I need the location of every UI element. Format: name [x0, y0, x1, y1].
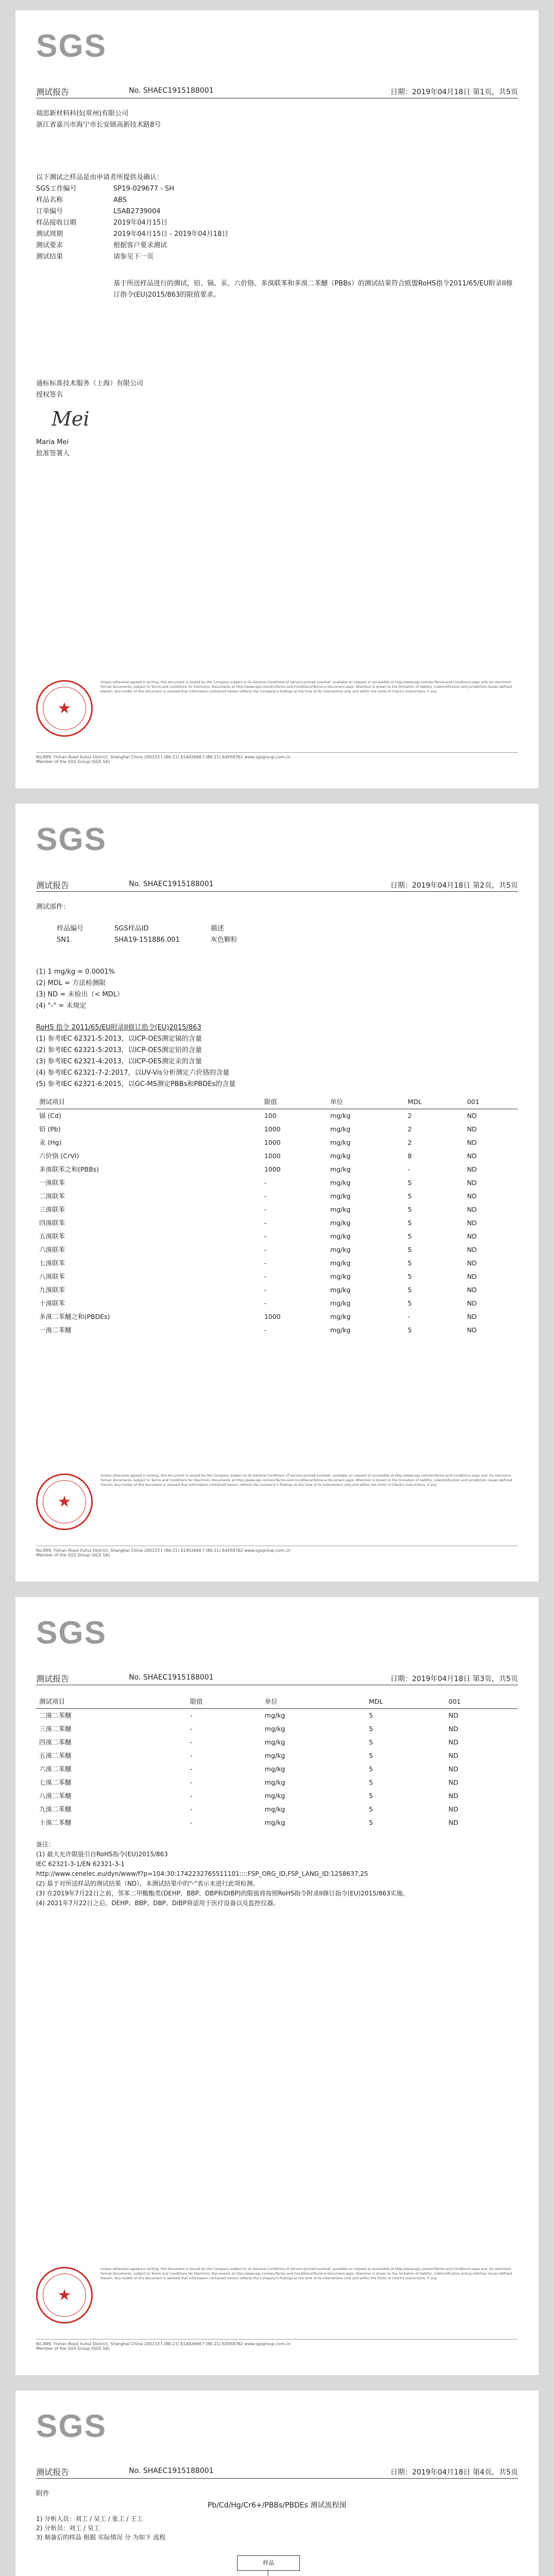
report-page-1 [15, 10, 539, 788]
table-cell: 100 [264, 1112, 277, 1120]
table-cell: ND [467, 1313, 477, 1320]
table-cell: 1000 [264, 1125, 281, 1133]
table-row [36, 1709, 518, 1723]
table-cell: ND [448, 1765, 459, 1773]
list-line: (1) 参考IEC 62321-5:2013，以ICP-OES测定镉的含量 [36, 1035, 202, 1043]
list-line: (2) 基于对所送样品的测试结果（ND），本测试结果中的"-"表示未进行此项检测。 [36, 1880, 259, 1887]
table-cell: - [264, 1326, 267, 1334]
table-cell: - [264, 1179, 267, 1187]
table-cell: - [264, 1286, 267, 1294]
flow-start: 样品 [237, 2555, 300, 2571]
table-cell: 多溴联苯之和(PBBs) [39, 1165, 99, 1173]
table-cell: - [264, 1206, 267, 1213]
table-row [36, 1257, 518, 1270]
table-cell: 5 [368, 1805, 373, 1813]
field-label: 样品接收日期 [36, 219, 77, 227]
cell: 灰色颗粒 [210, 936, 238, 944]
table-cell: - [190, 1778, 192, 1786]
table-cell: 5 [368, 1819, 373, 1826]
section-title: 测试部件： [36, 903, 70, 911]
table-cell: 2 [408, 1139, 412, 1146]
field-value: SP19-029677 - SH [113, 185, 174, 193]
table-cell: 七溴二苯醚 [39, 1778, 72, 1786]
report-number: No. SHAEC1915188001 [129, 87, 214, 95]
table-row [36, 1109, 518, 1123]
report-title: 测试报告 [36, 1674, 70, 1684]
flow-notes [36, 2514, 518, 2542]
table-cell: mg/kg [330, 1152, 351, 1160]
report-title: 测试报告 [36, 87, 70, 97]
table-cell: ND [467, 1286, 477, 1294]
signer-role: 批准签署人 [36, 450, 70, 457]
list-line: (4) "-" = 未规定 [36, 1002, 87, 1010]
table-row [36, 1230, 518, 1243]
table-cell: ND [467, 1152, 477, 1160]
col-header: 样品编号 [57, 925, 84, 933]
table-cell: mg/kg [264, 1711, 286, 1719]
table-cell: mg/kg [330, 1259, 351, 1267]
date-page: 日期：2019年04月18日 第1页，共5页 [390, 88, 518, 96]
list-line: (2) MDL = 方法检测限 [36, 979, 106, 987]
cell: SHA19-151886.001 [114, 936, 180, 944]
list-line: (3) 参考IEC 62321-4:2013，以ICP-OES测定汞的含量 [36, 1058, 202, 1065]
table-cell: - [190, 1765, 192, 1773]
table-cell: - [264, 1299, 267, 1307]
table-cell: - [264, 1246, 267, 1253]
field-row [36, 183, 518, 195]
sgs-logo: SGS [36, 1615, 107, 1651]
date-page: 日期：2019年04月18日 第4页，共5页 [390, 2468, 518, 2477]
table-cell: ND [467, 1232, 477, 1240]
table-cell: mg/kg [264, 1765, 286, 1773]
table-cell: mg/kg [330, 1139, 351, 1146]
table-cell: - [190, 1819, 192, 1826]
flowchart-title: Pb/Cd/Hg/Cr6+/PBBs/PBDEs 测试流程图 [207, 2501, 347, 2510]
column-header: 测试项目 [36, 1695, 187, 1709]
field-value: 2019年04月15日 [113, 219, 168, 227]
column-header: 单位 [262, 1695, 366, 1709]
header-row [36, 1095, 518, 1109]
table-row [36, 1297, 518, 1310]
star-icon: ★ [57, 699, 72, 718]
table-cell: 5 [368, 1765, 373, 1773]
table-cell: mg/kg [330, 1125, 351, 1133]
star-icon: ★ [57, 1493, 72, 1511]
terms-fine-print: Unless otherwise agreed in writing, this document is issued by the Company subject to its General Conditions of Service printed overleaf, available on request or accessible at http://www.sgs.com/en/Terms-and-Conditions.aspx and, for electronic format documents, subject to Terms and Conditions for Electronic Documents at http://www.sgs.com/en/Terms-and-Conditions/Terms-e-Document.aspx. Attention is drawn to the limitation of liability, indemnification and jurisdiction issues defined therein. Any holder of this document is advised that information contained hereon reflects the Company's findings at the time of its intervention only and within the limits of Client's instructions, if any. [100, 680, 512, 693]
list-line: (5) 参考IEC 62321-6:2015，以GC-MS测定PBBs和PBDEs的含量 [36, 1080, 236, 1088]
table-cell: ND [448, 1725, 459, 1733]
results-table [36, 1695, 518, 1829]
table-cell: mg/kg [330, 1232, 351, 1240]
table-cell: 2 [408, 1125, 412, 1133]
page-header [36, 1669, 518, 1685]
table-cell: 1000 [264, 1152, 281, 1160]
table-cell: 5 [368, 1752, 373, 1759]
table-cell: 二溴联苯 [39, 1192, 65, 1200]
table-cell: 十溴二苯醚 [39, 1819, 72, 1826]
table-cell: 5 [408, 1232, 412, 1240]
table-row [36, 1776, 518, 1789]
table-cell: ND [448, 1778, 459, 1786]
signer-title: 授权签名 [36, 391, 63, 399]
column-header: 001 [464, 1095, 518, 1109]
table-cell: 五溴二苯醚 [39, 1752, 72, 1759]
table-cell: - [264, 1192, 267, 1200]
signer-name: Maria Mei [36, 438, 69, 446]
table-row [36, 1283, 518, 1297]
table-cell: ND [467, 1326, 477, 1334]
table-cell: ND [467, 1139, 477, 1146]
table-cell: mg/kg [264, 1778, 286, 1786]
field-row [36, 229, 518, 240]
table-row [36, 1176, 518, 1190]
field-label: 订单编号 [36, 208, 63, 215]
results-table [36, 1095, 518, 1337]
table-cell: 5 [368, 1792, 373, 1800]
table-cell: 四溴二苯醚 [39, 1738, 72, 1746]
methods-list [36, 1033, 518, 1090]
field-label: 样品名称 [36, 196, 63, 204]
table-cell: ND [448, 1711, 459, 1719]
table-cell: 四溴联苯 [39, 1219, 65, 1227]
table-cell: 8 [408, 1152, 412, 1160]
table-row [36, 1736, 518, 1749]
table-cell: 三溴二苯醚 [39, 1725, 72, 1733]
list-line: 备注： [36, 1841, 55, 1848]
table-cell: - [190, 1711, 192, 1719]
standard-title: RoHS 指令 2011/65/EU附录II修订指令(EU)2015/863 [36, 1024, 202, 1031]
list-line: (3) 在2019年7月22日之前，邻苯二甲酸酯类(DEHP、BBP、DBP和DIBP)的限值将按照RoHS指令附录II修订指令(EU)2015/863实施。 [36, 1890, 409, 1897]
page-header [36, 2463, 518, 2479]
signer-company: 通标标准技术服务（上海）有限公司 [36, 380, 144, 387]
table-cell: mg/kg [330, 1299, 351, 1307]
table-cell: 八溴二苯醚 [39, 1792, 72, 1800]
field-value: 请参见下一页 [113, 253, 154, 261]
field-row [36, 195, 518, 206]
table-cell: - [264, 1219, 267, 1227]
list-line: (1) 最大允许限值引自RoHS指令(EU)2015/863 [36, 1851, 168, 1858]
list-line: (4) 2021年7月22日之后，DEHP、BBP、DBP、DIBP将适用于医疗设备以及监控仪器。 [36, 1900, 279, 1907]
conclusion-text: 基于所送样品进行的测试，铅、镉、汞、六价铬、多溴联苯和多溴二苯醚（PBBs）的测试结果符合欧盟RoHS指令2011/65/EU附录II修订指令(EU)2015/863的限值要求。 [113, 280, 513, 299]
table-row [36, 1123, 518, 1136]
page-body [36, 108, 518, 460]
field-value: 2019年04月15日 - 2019年04月18日 [113, 230, 229, 238]
table-cell: ND [467, 1192, 477, 1200]
table-cell: 5 [368, 1711, 373, 1719]
table-row [36, 1149, 518, 1163]
date-page: 日期：2019年04月18日 第2页，共5页 [390, 882, 518, 890]
list-line: http://www.cenelec.eu/dyn/www/f?p=104:30:1742232765511101::::FSP_ORG_ID,FSP_LANG_ID:1258637,25 [36, 1870, 368, 1877]
terms-fine-print: Unless otherwise agreed in writing, this document is issued by the Company subject to its General Conditions of Service printed overleaf, available on request or accessible at http://www.sgs.com/en/Terms-and-Conditions.aspx and, for electronic format documents, subject to Terms and Conditions for Electronic Documents at http://www.sgs.com/en/Terms-and-Conditions/Terms-e-Document.aspx. Attention is drawn to the limitation of liability, indemnification and jurisdiction issues defined therein. Any holder of this document is advised that information contained hereon reflects the Company's findings at the time of its intervention only and within the limits of Client's instructions, if any. [100, 2267, 512, 2280]
table-cell: mg/kg [330, 1206, 351, 1213]
table-cell: ND [448, 1805, 459, 1813]
table-cell: 一溴二苯醚 [39, 1326, 72, 1334]
table-cell: - [264, 1259, 267, 1267]
table-cell: 5 [408, 1259, 412, 1267]
field-value: 根据客户要求测试 [113, 242, 167, 249]
column-header: 001 [445, 1695, 518, 1709]
table-cell: mg/kg [330, 1192, 351, 1200]
table-row [36, 1243, 518, 1257]
table-cell: ND [448, 1738, 459, 1746]
appendix-label: 附件 [36, 2490, 50, 2498]
field-row [36, 206, 518, 217]
table-cell: 1000 [264, 1165, 281, 1173]
report-page-2 [15, 804, 539, 1582]
table-cell: - [190, 1752, 192, 1759]
table-row [36, 1190, 518, 1203]
field-label: 测试周期 [36, 230, 63, 238]
report-number: No. SHAEC1915188001 [129, 880, 214, 888]
table-cell: - [408, 1165, 410, 1173]
table-cell: mg/kg [330, 1112, 351, 1120]
table-cell: ND [448, 1819, 459, 1826]
page-header [36, 82, 518, 98]
table-cell: 汞 (Hg) [39, 1139, 62, 1146]
remarks-list [36, 1840, 518, 1908]
table-cell: mg/kg [264, 1805, 286, 1813]
table-cell: 七溴联苯 [39, 1259, 65, 1267]
table-cell: ND [467, 1299, 477, 1307]
column-header: 限值 [187, 1695, 261, 1709]
column-header: MDL [366, 1695, 446, 1709]
table-cell: 5 [408, 1286, 412, 1294]
report-number: No. SHAEC1915188001 [129, 1673, 214, 1682]
table-row [36, 1789, 518, 1803]
table-cell: ND [467, 1219, 477, 1227]
table-row [36, 1762, 518, 1776]
table-cell: 5 [368, 1738, 373, 1746]
table-cell: 1000 [264, 1313, 281, 1320]
table-row [36, 1203, 518, 1216]
report-title: 测试报告 [36, 2467, 70, 2477]
table-cell: ND [467, 1246, 477, 1253]
terms-fine-print: Unless otherwise agreed in writing, this document is issued by the Company subject to its General Conditions of Service printed overleaf, available on request or accessible at http://www.sgs.com/en/Terms-and-Conditions.aspx and, for electronic format documents, subject to Terms and Conditions for Electronic Documents at http://www.sgs.com/en/Terms-and-Conditions/Terms-e-Document.aspx. Attention is drawn to the limitation of liability, indemnification and jurisdiction issues defined therein. Any holder of this document is advised that information contained hereon reflects the Company's findings at the time of its intervention only and within the limits of Client's instructions, if any. [100, 1473, 512, 1487]
table-cell: ND [467, 1112, 477, 1120]
sgs-logo: SGS [36, 28, 107, 64]
table-cell: - [190, 1805, 192, 1813]
table-cell: 镉 (Cd) [39, 1112, 61, 1120]
field-value: ABS [113, 196, 127, 204]
table-cell: 5 [408, 1273, 412, 1280]
table-cell: 5 [408, 1179, 412, 1187]
table-cell: - [190, 1792, 192, 1800]
table-row [36, 1803, 518, 1816]
field-label: SGS工作编号 [36, 185, 77, 193]
table-cell: - [408, 1313, 410, 1320]
field-row [36, 251, 518, 263]
table-cell: mg/kg [264, 1792, 286, 1800]
table-cell: ND [467, 1273, 477, 1280]
sgs-logo: SGS [36, 822, 107, 857]
star-icon: ★ [57, 2286, 72, 2304]
table-cell: mg/kg [330, 1165, 351, 1173]
company-seal [36, 680, 93, 737]
table-row [36, 1216, 518, 1230]
table-cell: ND [467, 1165, 477, 1173]
table-cell: 5 [368, 1725, 373, 1733]
col-header: SGS样品ID [114, 925, 149, 933]
table-row [36, 1324, 518, 1337]
report-number: No. SHAEC1915188001 [129, 2467, 214, 2475]
table-cell: 5 [408, 1206, 412, 1213]
table-row [36, 1749, 518, 1762]
company-seal [36, 2267, 93, 2324]
table-cell: mg/kg [330, 1179, 351, 1187]
date-page: 日期：2019年04月18日 第3页，共5页 [390, 1675, 518, 1683]
table-row [36, 1270, 518, 1283]
table-cell: 5 [408, 1246, 412, 1253]
table-cell: ND [467, 1179, 477, 1187]
list-line: (1) 1 mg/kg = 0.0001% [36, 968, 115, 976]
table-cell: mg/kg [330, 1313, 351, 1320]
table-cell: 十溴联苯 [39, 1299, 65, 1307]
signature: Mei [52, 408, 90, 430]
table-cell: 六溴联苯 [39, 1246, 65, 1253]
table-cell: - [264, 1232, 267, 1240]
client-name: 瑞思新材料科技(常州)有限公司 [36, 110, 129, 117]
table-cell: 八溴联苯 [39, 1273, 65, 1280]
header-row [36, 1695, 518, 1709]
table-cell: 1000 [264, 1139, 281, 1146]
company-seal [36, 1473, 93, 1530]
table-cell: 一溴联苯 [39, 1179, 65, 1187]
table-cell: mg/kg [264, 1725, 286, 1733]
sample-fields [36, 183, 518, 263]
page-body [36, 1695, 518, 1908]
table-cell: 九溴联苯 [39, 1286, 65, 1294]
list-line: 3) 制备后的样品 根据 实际情况 分 为如下 流程 [36, 2534, 166, 2541]
page-header [36, 876, 518, 892]
table-cell: 5 [408, 1299, 412, 1307]
table-cell: 六价铬 (CrVI) [39, 1152, 79, 1160]
table-row [36, 1816, 518, 1829]
field-label: 测试要求 [36, 242, 63, 249]
footer-address: No.889, Yishan Road Xuhui District, Shanghai China 200233 t (86-21) 61402666 f (86-21) 64958762 www.sgsgroup.com.cn Member of the SGS Group (SGS SA) [36, 752, 518, 764]
table-cell: 三溴联苯 [39, 1206, 65, 1213]
list-line: (3) ND = 未检出（< MDL） [36, 991, 124, 998]
column-header: 测试项目 [36, 1095, 261, 1109]
page-body [36, 902, 518, 1337]
table-cell: ND [448, 1792, 459, 1800]
table-cell: mg/kg [330, 1219, 351, 1227]
field-label: 测试结果 [36, 253, 63, 261]
table-cell: 二溴二苯醚 [39, 1711, 72, 1719]
table-cell: - [190, 1725, 192, 1733]
report-title: 测试报告 [36, 880, 70, 890]
table-row [36, 1722, 518, 1736]
table-cell: ND [467, 1125, 477, 1133]
cell: SN1 [57, 936, 71, 944]
report-page-3 [15, 1597, 539, 2375]
table-cell: 五溴联苯 [39, 1232, 65, 1240]
field-row [36, 217, 518, 229]
sgs-logo: SGS [36, 2409, 107, 2444]
table-cell: 5 [368, 1778, 373, 1786]
table-cell: mg/kg [264, 1819, 286, 1826]
table-cell: mg/kg [330, 1326, 351, 1334]
table-cell: ND [467, 1259, 477, 1267]
table-cell: 5 [408, 1219, 412, 1227]
table-cell: - [190, 1738, 192, 1746]
table-row [36, 1163, 518, 1176]
table-cell: - [264, 1273, 267, 1280]
field-row [36, 240, 518, 251]
table-cell: 2 [408, 1112, 412, 1120]
column-header: 单位 [327, 1095, 405, 1109]
table-cell: 多溴二苯醚之和(PBDEs) [39, 1313, 110, 1320]
table-cell: 5 [408, 1192, 412, 1200]
report-page-4 [15, 2391, 539, 2576]
table-cell: 九溴二苯醚 [39, 1805, 72, 1813]
field-value: LSAB2739004 [113, 208, 161, 215]
notes-list [36, 967, 518, 1012]
list-line: (4) 参考IEC 62321-7-2:2017，以UV-Vis分析测定六价铬的含量 [36, 1069, 230, 1077]
footer-address: No.889, Yishan Road Xuhui District, Shanghai China 200233 t (86-21) 61402666 f (86-21) 64958762 www.sgsgroup.com.cn Member of the SGS Group (SGS SA) [36, 1546, 518, 1557]
footer-address: No.889, Yishan Road Xuhui District, Shanghai China 200233 t (86-21) 61402666 f (86-21) 64958762 www.sgsgroup.com.cn Member of the SGS Group (SGS SA) [36, 2339, 518, 2351]
table-cell: ND [467, 1206, 477, 1213]
table-cell: mg/kg [330, 1246, 351, 1253]
page-body [36, 2488, 518, 2542]
table-cell: 六溴二苯醚 [39, 1765, 72, 1773]
flowchart [36, 2555, 518, 2576]
table-cell: 5 [408, 1326, 412, 1334]
table-cell: mg/kg [330, 1286, 351, 1294]
col-header: 描述 [210, 925, 224, 933]
table-cell: mg/kg [264, 1752, 286, 1759]
list-line: (2) 参考IEC 62321-5:2013，以ICP-OES测定铅的含量 [36, 1046, 202, 1054]
table-cell: 铅 (Pb) [39, 1125, 61, 1133]
list-line: 2) 分析员：刘工 / 吴工 [36, 2524, 100, 2532]
client-address: 浙江省嘉兴市海宁市长安镇高新技术路8号 [36, 121, 161, 129]
list-line: 1) 分析人员：刘工 / 吴工 / 张工 / 王工 [36, 2515, 143, 2522]
column-header: 限值 [261, 1095, 327, 1109]
table-row [36, 1136, 518, 1149]
table-cell: mg/kg [264, 1738, 286, 1746]
table-row [36, 1310, 518, 1324]
table-cell: mg/kg [330, 1273, 351, 1280]
intro-text: 以下测试之样品是由申请者所提供及确认： [36, 174, 164, 181]
table-cell: ND [448, 1752, 459, 1759]
column-header: MDL [405, 1095, 464, 1109]
list-line: IEC 62321-3-1/EN 62321-3-1 [36, 1860, 125, 1868]
